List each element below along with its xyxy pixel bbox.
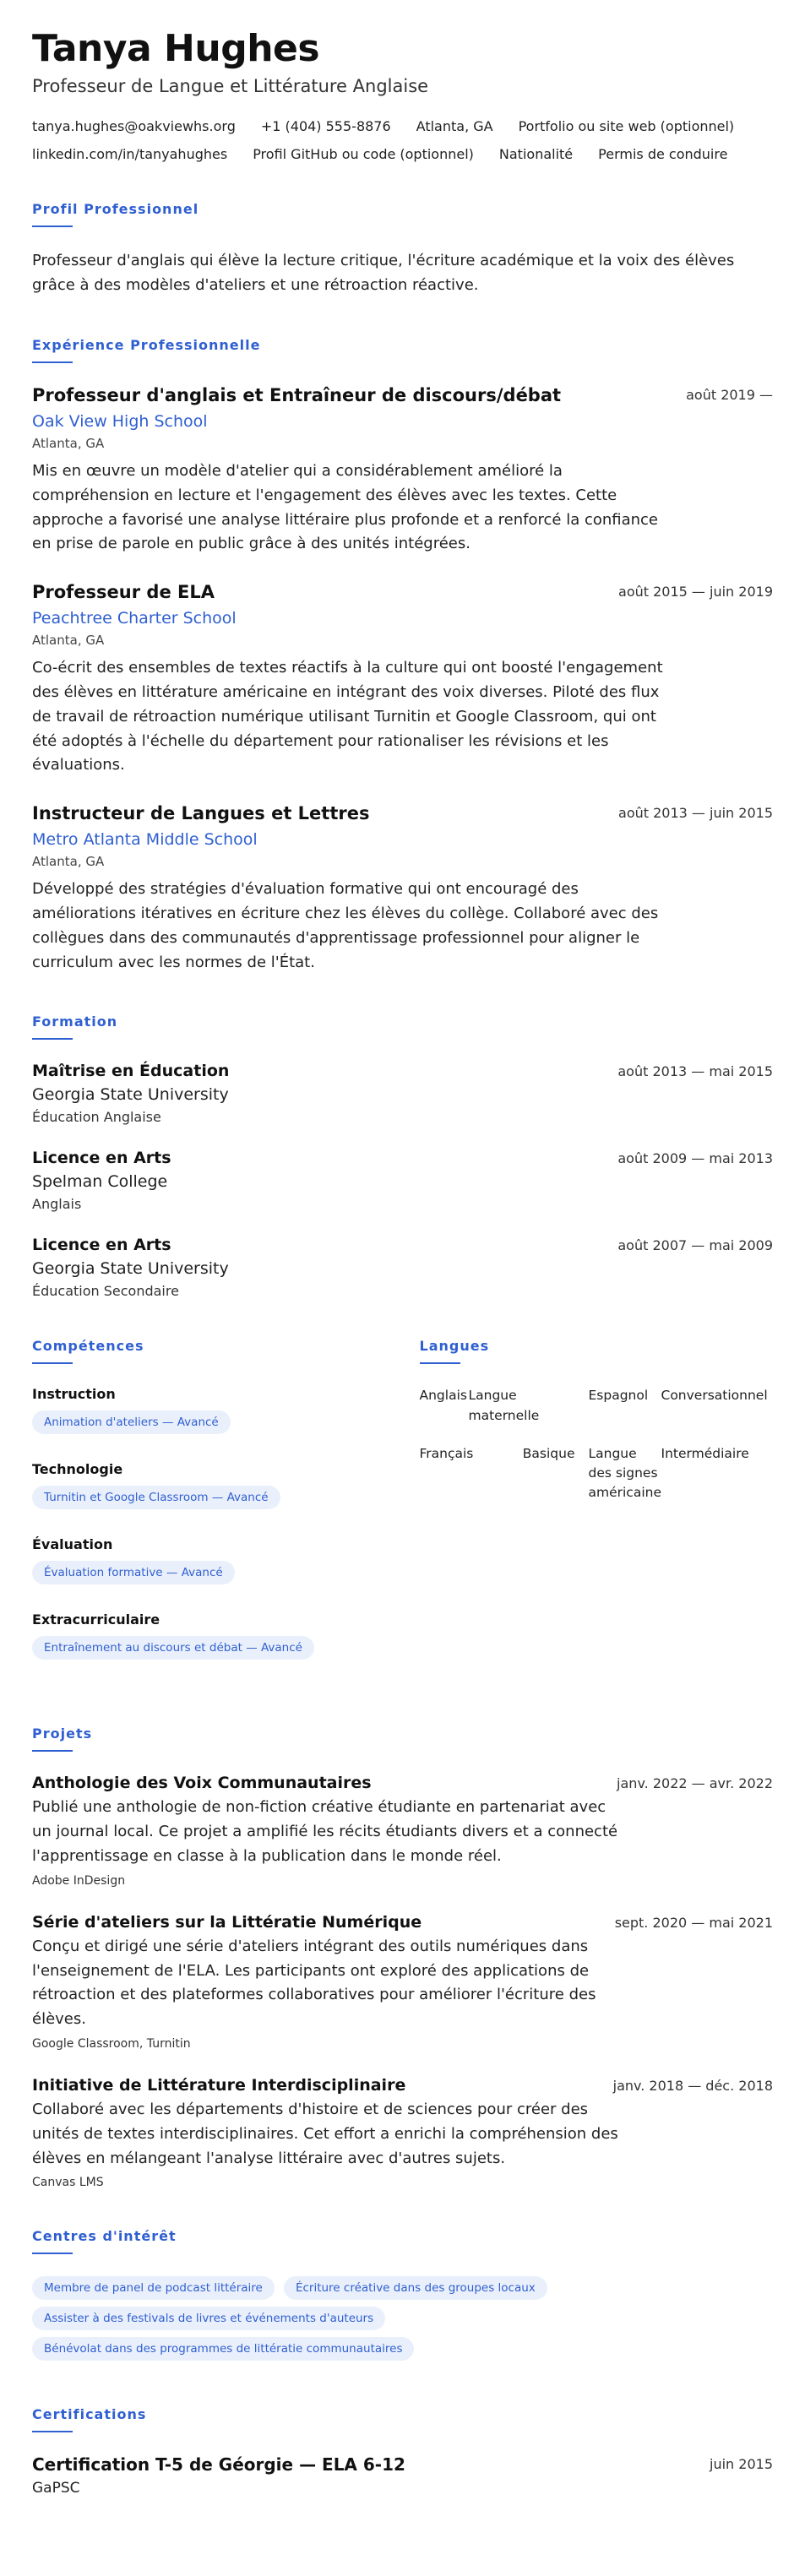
job-date: août 2015 — juin 2019 [618,584,773,601]
job-title: Professeur de ELA [32,582,215,603]
skill-group [32,1461,386,1516]
skill-chip: Entraînement au discours et débat — Avancé [32,1636,314,1660]
project-tools: Canvas LMS [32,2176,104,2190]
project-tools: Adobe InDesign [32,1873,126,1888]
section-heading: Profil Professionnel [32,201,199,218]
project-description: Publié une anthologie de non-fiction créative étudiante en partenariat avec un journal local. Ce projet a amplifié les récits étudiants divers et a connecté l'apprentissage en classe à la publication dans le monde réel. [32,1798,618,1865]
skill-group [32,1386,386,1441]
education-section [32,1014,773,1299]
contact-github[interactable]: Profil GitHub ou code (optionnel) [253,146,474,163]
section-heading: Expérience Professionnelle [32,336,261,353]
candidate-title: Professeur de Langue et Littérature Anglaise [32,76,429,97]
education-entry [32,1149,773,1212]
profile-section [32,201,773,298]
certification-issuer: GaPSC [32,2480,80,2497]
project-entry [32,1774,773,1887]
section-divider [32,226,73,227]
interest-chip: Bénévolat dans des programmes de littératie communautaires [32,2337,414,2361]
job-date: août 2013 — juin 2015 [618,805,773,822]
interest-chip: Écriture créative dans des groupes locaux [284,2276,547,2300]
experience-entry [32,385,773,557]
job-description: Développé des stratégies d'évaluation formative qui ont encouragé des améliorations itératives en écriture chez les élèves du collège. Collaboré avec des collègues dans des communautés d'apprentissage professionnel pour aligner le curriculum avec les normes de l'État. [32,880,659,971]
section-heading: Langues [419,1338,490,1355]
job-title: Professeur d'anglais et Entraîneur de discours/débat [32,384,562,405]
section-heading: Formation [32,1014,118,1030]
contact-license: Permis de conduire [598,146,728,163]
employer-name: Metro Atlanta Middle School [32,830,258,850]
skill-chip: Évaluation formative — Avancé [32,1561,235,1584]
language-level: Langue maternelle [468,1388,540,1423]
project-entry [32,2076,773,2189]
contact-linkedin[interactable]: linkedin.com/in/tanyahughes [32,146,228,163]
employer-name: Peachtree Charter School [32,609,237,628]
job-date: août 2019 — [686,386,773,403]
job-description: Mis en œuvre un modèle d'atelier qui a considérablement amélioré la compréhension en lecture et l'engagement des élèves avec les textes. Cette approche a favorisé une analyse littéraire plus profonde et a renforcé la confiance en prise de parole en public grâce à des unités intégrées. [32,461,659,553]
job-location: Atlanta, GA [32,633,105,649]
job-title: Instructeur de Langues et Lettres [32,803,370,824]
contact-portfolio[interactable]: Portfolio ou site web (optionnel) [518,118,735,135]
section-heading: Projets [32,1725,93,1742]
contact-list [32,118,773,162]
language-list [420,1386,774,1503]
candidate-name: Tanya Hughes [32,27,320,70]
skill-category: Évaluation [32,1536,113,1553]
interest-list [32,2276,640,2367]
skill-category: Technologie [32,1461,123,1478]
experience-section [32,337,773,975]
school-name: Georgia State University [32,1085,229,1105]
project-description: Conçu et dirigé une série d'ateliers intégrant des outils numériques dans l'enseignement de l'ELA. Les participants ont exploré des applications de rétroaction et des plateformes collaboratives pour améliorer l'écriture des élèves. [32,1937,596,2029]
job-description: Co-écrit des ensembles de textes réactifs à la culture qui ont boosté l'engagement des élèves en littérature américaine en intégrant des voix diverses. Piloté des flux de travail de rétroaction numérique utilisant Turnitin et Google Classroom, qui ont été adoptés à l'échelle du département pour rationaliser les révisions et les évaluations. [32,659,663,774]
profile-text: Professeur d'anglais qui élève la lecture critique, l'écriture académique et la voix des élèves grâce à des modèles d'ateliers et une rétroaction réactive. [32,252,735,295]
language-level: Conversationnel [661,1388,768,1404]
project-title: Série d'ateliers sur la Littératie Numérique [32,1912,422,1932]
education-entry [32,1236,773,1299]
experience-entry [32,803,773,975]
project-date: sept. 2020 — mai 2021 [614,1914,773,1931]
project-date: janv. 2022 — avr. 2022 [617,1775,773,1792]
section-divider [32,1362,73,1364]
section-divider [32,361,73,363]
interests-section [32,2228,773,2367]
interest-chip: Membre de panel de podcast littéraire [32,2276,275,2300]
section-heading: Compétences [32,1338,144,1355]
section-divider [420,1362,460,1364]
section-heading: Certifications [32,2406,147,2423]
language-level: Intermédiaire [661,1445,749,1461]
language-level: Basique [522,1445,575,1461]
section-divider [32,1750,73,1752]
section-divider [32,2431,73,2432]
project-description: Collaboré avec les départements d'histoire et de sciences pour créer des unités de textes interdisciplinaires. Cet effort a enrichi la compréhension des élèves en mélangeant l'analyse littéraire avec d'autres sujets. [32,2100,618,2167]
degree-date: août 2009 — mai 2013 [617,1150,773,1167]
job-location: Atlanta, GA [32,854,105,870]
section-heading: Centres d'intérêt [32,2228,177,2245]
skill-chip: Turnitin et Google Classroom — Avancé [32,1486,280,1509]
degree-date: août 2007 — mai 2009 [617,1237,773,1254]
project-date: janv. 2018 — déc. 2018 [612,2077,773,2094]
school-name: Georgia State University [32,1259,229,1279]
degree-field: Anglais [32,1196,82,1213]
contact-email[interactable]: tanya.hughes@oakviewhs.org [32,118,236,135]
skill-category: Extracurriculaire [32,1611,160,1628]
degree-date: août 2013 — mai 2015 [617,1063,773,1080]
section-divider [32,2253,73,2254]
school-name: Spelman College [32,1172,168,1192]
degree-field: Éducation Secondaire [32,1283,179,1300]
language-name: Anglais [419,1388,467,1404]
certification-entry [32,2454,773,2497]
degree-name: Licence en Arts [32,1149,171,1168]
skill-category: Instruction [32,1386,116,1403]
certification-title: Certification T-5 de Géorgie — ELA 6-12 [32,2454,405,2475]
certifications-section [32,2406,773,2497]
project-title: Initiative de Littérature Interdisciplinaire [32,2075,406,2095]
degree-name: Licence en Arts [32,1236,171,1255]
language-name: Langue des signes américaine [588,1445,661,1501]
project-title: Anthologie des Voix Communautaires [32,1774,372,1793]
section-divider [32,1038,73,1040]
project-tools: Google Classroom, Turnitin [32,2036,191,2051]
contact-nationality: Nationalité [498,146,574,163]
education-entry [32,1062,773,1125]
certification-date: juin 2015 [710,2456,773,2473]
project-entry [32,1913,773,2051]
language-name: Espagnol [588,1388,649,1404]
projects-section [32,1725,773,2189]
job-location: Atlanta, GA [32,435,105,451]
contact-phone[interactable]: +1 (404) 555-8876 [260,118,391,135]
skill-chip: Animation d'ateliers — Avancé [32,1410,231,1434]
contact-location: Atlanta, GA [416,118,493,135]
language-name: Français [419,1445,474,1461]
skill-group [32,1611,386,1666]
degree-field: Éducation Anglaise [32,1109,161,1126]
skill-group [32,1536,386,1591]
experience-entry [32,582,773,778]
interest-chip: Assister à des festivals de livres et événements d'auteurs [32,2307,385,2330]
skills-section [32,1338,386,1687]
skills-languages-row [32,1338,773,1687]
employer-name: Oak View High School [32,411,208,431]
languages-section [420,1338,774,1687]
degree-name: Maîtrise en Éducation [32,1062,230,1081]
